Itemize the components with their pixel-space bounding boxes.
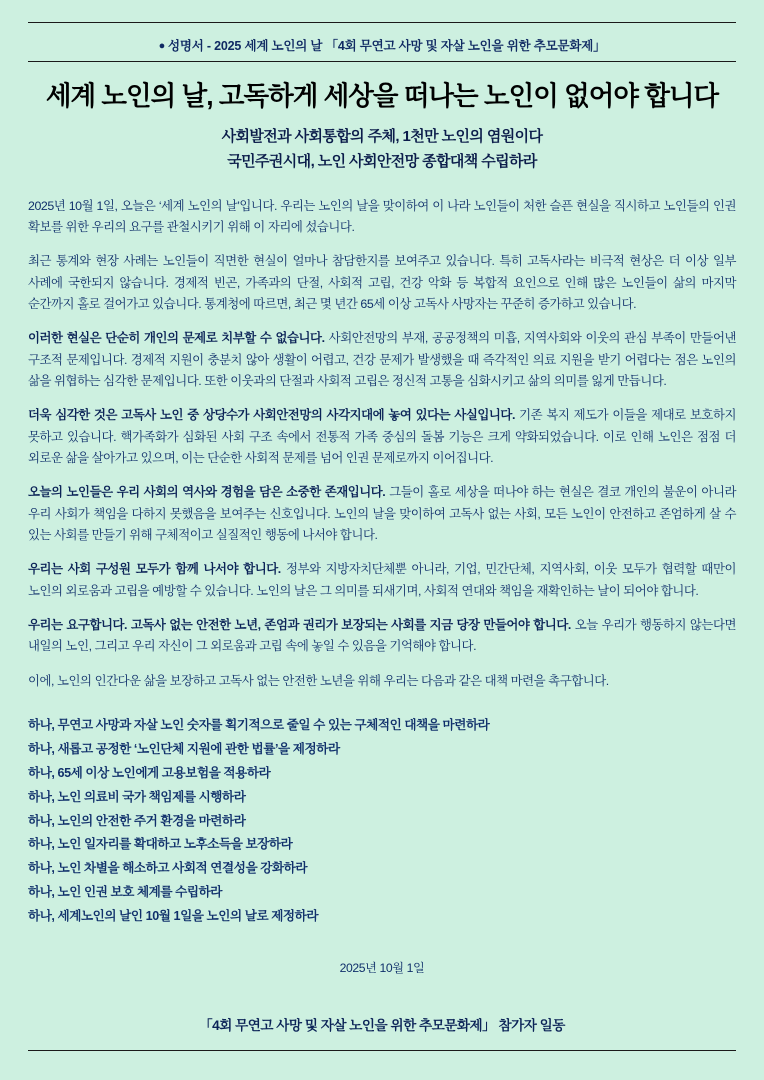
list-item: 하나, 노인 인권 보호 체계를 수립하라: [28, 885, 223, 900]
list-item: 하나, 세계노인의 날인 10월 1일을 노인의 날로 제정하라: [28, 909, 319, 924]
paragraph-text: 사회안전망의 부재, 공공정책의 미흡, 지역사회와 이웃의 관심 부족이 만들어낸 구조적 문제입니다. 경제적 지원이 충분치 않아 생활이 어렵고, 건강 문제가 발생했을 때 즉각적인 의료 지원을 받기 어렵다는 점은 노인의 삶을 위협하는 심각한 문제입니다. 또한 이웃과의 단절과 사회적 고립은 정신적 고통을 심화시키고 삶의 의미를 잃게 만듭니다.: [28, 331, 736, 388]
list-item: 하나, 노인의 안전한 주거 환경을 마련하라: [28, 813, 246, 828]
kicker-divider: [28, 61, 736, 62]
document-kicker: [28, 36, 736, 54]
list-item: 하나, 무연고 사망과 자살 노인 숫자를 획기적으로 줄일 수 있는 구체적인 대책을 마련하라: [28, 717, 490, 732]
paragraph-text: 기존 복지 제도가 이들을 제대로 보호하지 못하고 있습니다. 핵가족화가 심화된 사회 구조 속에서 전통적 가족 중심의 돌봄 기능은 크게 약화되었습니다. 이로 인해 노인은 점점 더 외로운 삶을 살아가고 있으며, 이는 단순한 사회적 문제를 넘어 인권 문제로까지 이어집니다.: [28, 408, 736, 465]
paragraph-text: 정부와 지방자치단체뿐 아니라, 기업, 민간단체, 지역사회, 이웃 모두가 협력할 때만이 노인의 외로움과 고립을 예방할 수 있습니다. 노인의 날은 그 의미를 되새기며, 사회적 연대와 책임을 재확인하는 날이 되어야 합니다.: [28, 562, 736, 598]
list-item: 하나, 노인 차별을 해소하고 사회적 연결성을 강화하라: [28, 861, 308, 876]
paragraph-lead: 오늘의 노인들은 우리 사회의 역사와 경험을 담은 소중한 존재입니다.: [28, 485, 386, 500]
kicker-text: 성명서 - 2025 세계 노인의 날 「4회 무연고 사망 및 자살 노인을 위한 추모문화제」: [168, 39, 606, 53]
bottom-divider: [28, 1050, 736, 1051]
paragraph-text: 이에, 노인의 인간다운 삶을 보장하고 고독사 없는 안전한 노년을 위해 우리는 다음과 같은 대책 마련을 촉구합니다.: [28, 673, 609, 688]
paragraph-text: 그들이 홀로 세상을 떠나야 하는 현실은 결코 개인의 불운이 아니라 우리 사회가 책임을 다하지 못했음을 보여주는 신호입니다. 노인의 날을 맞이하여 고독사 없는 사회, 모든 노인이 안전하고 존엄하게 살 수 있는 사회를 만들기 위해 구체적이고 실질적인 행동에 나서야 합니다.: [28, 485, 736, 542]
page-title: 세계 노인의 날, 고독하게 세상을 떠나는 노인이 없어야 합니다: [45, 81, 719, 111]
paragraph: [28, 196, 736, 239]
list-item: 하나, 노인 일자리를 확대하고 노후소득을 보장하라: [28, 837, 293, 852]
list-item: 하나, 65세 이상 노인에게 고용보험을 적용하라: [28, 765, 271, 780]
top-divider: [28, 22, 736, 23]
paragraph-text: 2025년 10월 1일, 오늘은 ‘세계 노인의 날’입니다. 우리는 노인의 날을 맞이하여 이 나라 노인들이 처한 슬픈 현실을 직시하고 노인들의 인권 확보를 위한 우리의 요구를 관철시키기 위해 이 자리에 섰습니다.: [28, 198, 736, 234]
paragraph: [28, 405, 736, 469]
paragraph-lead: 우리는 요구합니다. 고독사 없는 안전한 노년, 존엄과 권리가 보장되는 사회를 지금 당장 만들어야 합니다.: [28, 617, 571, 632]
paragraph: [28, 251, 736, 315]
body-text: [28, 196, 736, 692]
paragraph-lead: 더욱 심각한 것은 고독사 노인 중 상당수가 사회안전망의 사각지대에 놓여 있다는 사실입니다.: [28, 408, 515, 423]
paragraph-text: 오늘 우리가 행동하지 않는다면 내일의 노인, 그리고 우리 자신이 그 외로움과 고립 속에 놓일 수 있음을 기억해야 합니다.: [28, 617, 736, 654]
paragraph-text: 최근 통계와 현장 사례는 노인들이 직면한 현실이 얼마나 참담한지를 보여주고 있습니다. 특히 고독사라는 비극적 현상은 더 이상 일부 사례에 국한되지 않습니다. 경제적 빈곤, 가족과의 단절, 사회적 고립, 건강 악화 등 복합적 요인으로 인해 많은 노인들이 삶의 마지막 순간까지 홀로 걸어가고 있습니다. 통계청에 따르면, 최근 몇 년간 65세 이상 고독사 사망자는 꾸준히 증가하고 있습니다.: [28, 254, 736, 311]
document-signature: 「4회 무연고 사망 및 자살 노인을 위한 추모문화제」 참가자 일동: [199, 1018, 565, 1034]
bullet-icon: ●: [158, 40, 166, 52]
paragraph: [28, 482, 736, 546]
demand-list: [28, 714, 736, 929]
paragraph-lead: 이러한 현실은 단순히 개인의 문제로 치부할 수 없습니다.: [28, 331, 325, 346]
paragraph: [28, 328, 736, 392]
list-item: 하나, 노인 의료비 국가 책임제를 시행하라: [28, 789, 246, 804]
document-date: 2025년 10월 1일: [339, 961, 425, 976]
paragraph: [28, 615, 736, 658]
paragraph: [28, 559, 736, 602]
paragraph-lead: 우리는 사회 구성원 모두가 함께 나서야 합니다.: [28, 562, 281, 577]
list-item: 하나, 새롭고 공정한 ‘노인단체 지원에 관한 법률’을 제정하라: [28, 741, 340, 756]
subtitle-line-1: 사회발전과 사회통합의 주체, 1천만 노인의 염원이다: [221, 128, 543, 146]
subtitle-line-2: 국민주권시대, 노인 사회안전망 종합대책 수립하라: [227, 153, 537, 171]
paragraph: [28, 671, 736, 692]
